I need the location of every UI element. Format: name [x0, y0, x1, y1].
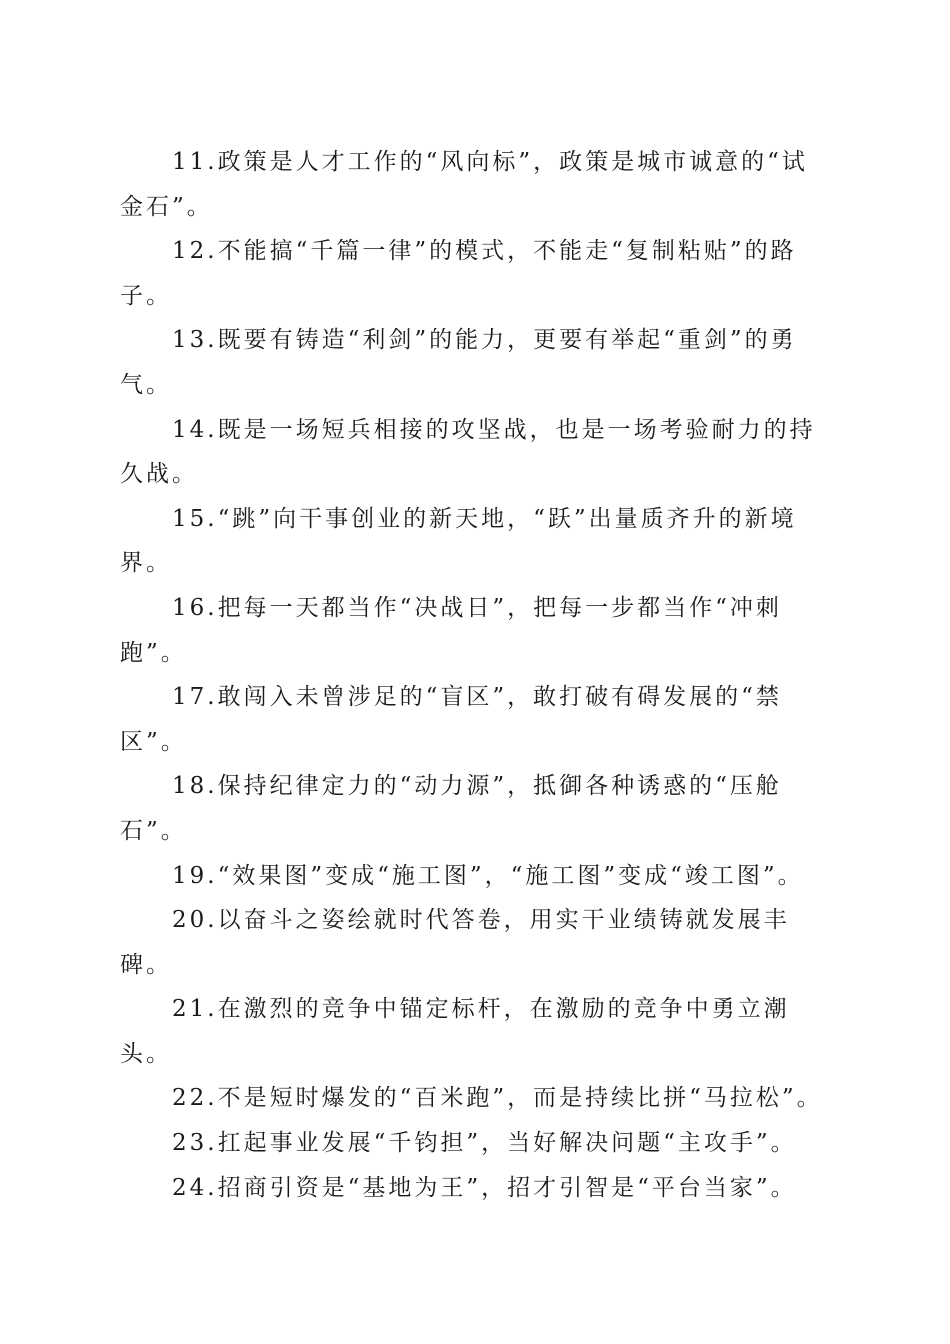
paragraph-17: 17.敢闯入未曾涉足的“盲区”，敢打破有碍发展的“禁区”。 [120, 684, 782, 755]
paragraph-20: 20.以奋斗之姿绘就时代答卷，用实干业绩铸就发展丰碑。 [120, 907, 790, 978]
paragraph-21: 21.在激烈的竞争中锚定标杆，在激励的竞争中勇立潮头。 [120, 996, 790, 1067]
paragraph-15: 15.“跳”向干事创业的新天地，“跃”出量质齐升的新境界。 [120, 505, 797, 577]
paragraph-18: 18.保持纪律定力的“动力源”，抵御各种诱惑的“压舱石”。 [120, 773, 782, 844]
document-body [120, 140, 830, 1210]
paragraph-12: 12.不能搞“千篇一律”的模式，不能走“复制粘贴”的路子。 [120, 238, 797, 309]
paragraph-14: 14.既是一场短兵相接的攻坚战，也是一场考验耐力的持久战。 [120, 416, 816, 488]
paragraph-11: 11.政策是人才工作的“风向标”，政策是城市诚意的“试金石”。 [120, 149, 808, 220]
paragraph-16: 16.把每一天都当作“决战日”，把每一步都当作“冲刺跑”。 [120, 594, 782, 666]
paragraph-19: 19.“效果图”变成“施工图”，“施工图”变成“竣工图”。 [172, 862, 804, 889]
paragraph-22: 22.不是短时爆发的“百米跑”，而是持续比拼“马拉松”。 [172, 1085, 823, 1112]
paragraph-23: 23.扛起事业发展“千钧担”，当好解决问题“主攻手”。 [172, 1130, 797, 1157]
paragraph-24: 24.招商引资是“基地为王”，招才引智是“平台当家”。 [172, 1174, 797, 1201]
paragraph-13: 13.既要有铸造“利剑”的能力，更要有举起“重剑”的勇气。 [120, 327, 797, 398]
